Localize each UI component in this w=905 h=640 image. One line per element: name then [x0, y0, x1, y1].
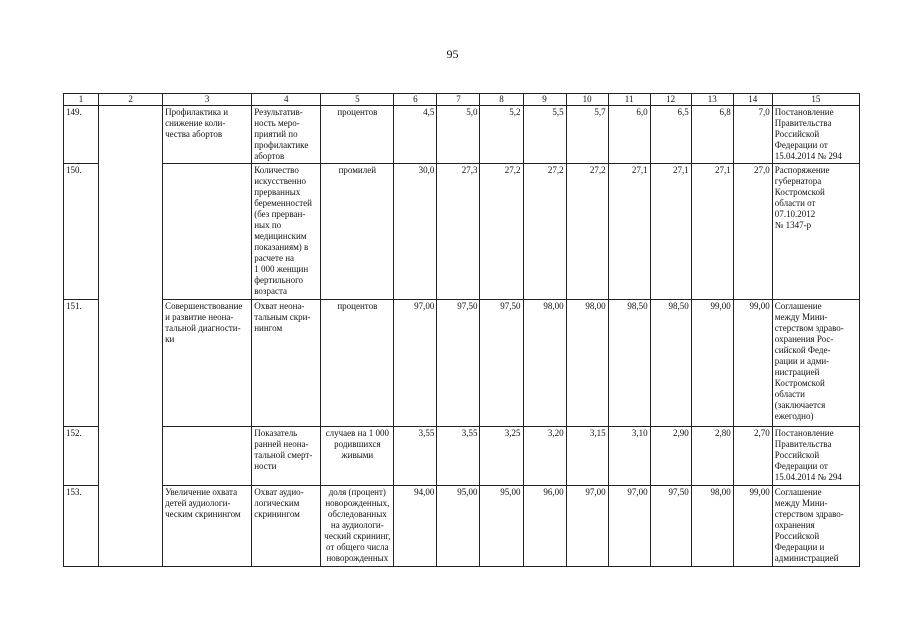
- table-row: [64, 427, 860, 486]
- value-cell: 3,20: [523, 427, 566, 486]
- value-cell: 97,50: [437, 300, 480, 427]
- col-header: 1: [64, 94, 99, 106]
- indicator-cell: Количество искусственно прерванных беременностей (без прерван- ных по медицинским показаниям) в расчете на 1 000 женщин фертильного возраста: [252, 164, 321, 300]
- row-number: 150.: [64, 164, 99, 300]
- col-header: 14: [733, 94, 772, 106]
- indicator-cell: Охват аудио- логическим скринингом: [252, 486, 321, 567]
- value-cell: 7,0: [733, 106, 772, 164]
- col-header: 2: [99, 94, 163, 106]
- basis-cell: Соглашение между Мини- стерством здраво- охранения Рос- сийской Феде- рации и адми- нистрацией Костромской области (заключается ежегодно): [772, 300, 859, 427]
- page-number: 95: [446, 47, 459, 61]
- value-cell: 5,5: [523, 106, 566, 164]
- value-cell: 95,00: [480, 486, 523, 567]
- unit-cell: процентов: [321, 106, 394, 164]
- row-number: 151.: [64, 300, 99, 427]
- value-cell: 95,00: [437, 486, 480, 567]
- value-cell: 98,00: [523, 300, 566, 427]
- value-cell: 98,00: [566, 300, 608, 427]
- value-cell: 99,00: [733, 486, 772, 567]
- value-cell: 27,2: [523, 164, 566, 300]
- value-cell: 3,55: [394, 427, 437, 486]
- col-header: 11: [608, 94, 650, 106]
- col-header: 15: [772, 94, 859, 106]
- value-cell: 98,50: [650, 300, 691, 427]
- basis-cell: Постановление Правительства Российской Федерации от 15.04.2014 № 294: [772, 427, 859, 486]
- value-cell: 2,80: [691, 427, 733, 486]
- value-cell: 6,5: [650, 106, 691, 164]
- value-cell: 30,0: [394, 164, 437, 300]
- value-cell: 3,55: [437, 427, 480, 486]
- value-cell: 94,00: [394, 486, 437, 567]
- value-cell: 2,70: [733, 427, 772, 486]
- value-cell: 97,00: [394, 300, 437, 427]
- basis-cell: Распоряжение губернатора Костромской области от 07.10.2012 № 1347-р: [772, 164, 859, 300]
- table-row: [64, 486, 860, 567]
- unit-cell: случаев на 1 000 родившихся живыми: [321, 427, 394, 486]
- col-header: 8: [480, 94, 523, 106]
- value-cell: 5,2: [480, 106, 523, 164]
- row-number: 149.: [64, 106, 99, 164]
- col-header: 4: [252, 94, 321, 106]
- value-cell: 98,00: [691, 486, 733, 567]
- value-cell: 27,3: [437, 164, 480, 300]
- table-row: [64, 106, 860, 164]
- value-cell: 5,7: [566, 106, 608, 164]
- col-header: 12: [650, 94, 691, 106]
- col-header: 9: [523, 94, 566, 106]
- value-cell: 97,50: [480, 300, 523, 427]
- basis-cell: Соглашение между Мини- стерством здраво- охранения Российской Федерации и администрацией: [772, 486, 859, 567]
- unit-cell: процентов: [321, 300, 394, 427]
- activity-cell: Профилактика и снижение коли- чества абортов: [163, 106, 252, 164]
- value-cell: 98,50: [608, 300, 650, 427]
- indicator-cell: Результатив- ность меро- приятий по профилактике абортов: [252, 106, 321, 164]
- unit-cell: доля (процент) новорожденных, обследованных на аудиологи- ческий скрининг, от общего числа новорожденных: [321, 486, 394, 567]
- row-number: 152.: [64, 427, 99, 486]
- header-row: [64, 94, 860, 106]
- value-cell: 27,1: [691, 164, 733, 300]
- basis-cell: Постановление Правительства Российской Федерации от 15.04.2014 № 294: [772, 106, 859, 164]
- table-row: [64, 300, 860, 427]
- col-header: 5: [321, 94, 394, 106]
- value-cell: 2,90: [650, 427, 691, 486]
- value-cell: 4,5: [394, 106, 437, 164]
- value-cell: 27,0: [733, 164, 772, 300]
- value-cell: 27,2: [566, 164, 608, 300]
- col2-cell: [99, 106, 163, 567]
- value-cell: 97,00: [608, 486, 650, 567]
- activity-cell: [163, 427, 252, 486]
- row-number: 153.: [64, 486, 99, 567]
- col-header: 10: [566, 94, 608, 106]
- value-cell: 6,8: [691, 106, 733, 164]
- value-cell: 5,0: [437, 106, 480, 164]
- indicator-cell: Показатель ранней неона- тальной смерт- ности: [252, 427, 321, 486]
- value-cell: 3,15: [566, 427, 608, 486]
- activity-cell: [163, 164, 252, 300]
- unit-cell: промилей: [321, 164, 394, 300]
- col-header: 6: [394, 94, 437, 106]
- col-header: 3: [163, 94, 252, 106]
- table-row: [64, 164, 860, 300]
- col-header: 7: [437, 94, 480, 106]
- value-cell: 99,00: [733, 300, 772, 427]
- value-cell: 27,2: [480, 164, 523, 300]
- col-header: 13: [691, 94, 733, 106]
- value-cell: 97,50: [650, 486, 691, 567]
- document-table: [63, 93, 860, 567]
- value-cell: 96,00: [523, 486, 566, 567]
- indicator-cell: Охват неона- тальным скри- нингом: [252, 300, 321, 427]
- value-cell: 3,25: [480, 427, 523, 486]
- value-cell: 99,00: [691, 300, 733, 427]
- value-cell: 6,0: [608, 106, 650, 164]
- activity-cell: Увеличение охвата детей аудиологи- ческим скринингом: [163, 486, 252, 567]
- value-cell: 27,1: [650, 164, 691, 300]
- value-cell: 3,10: [608, 427, 650, 486]
- value-cell: 27,1: [608, 164, 650, 300]
- activity-cell: Совершенствование и развитие неона- тальной диагности- ки: [163, 300, 252, 427]
- value-cell: 97,00: [566, 486, 608, 567]
